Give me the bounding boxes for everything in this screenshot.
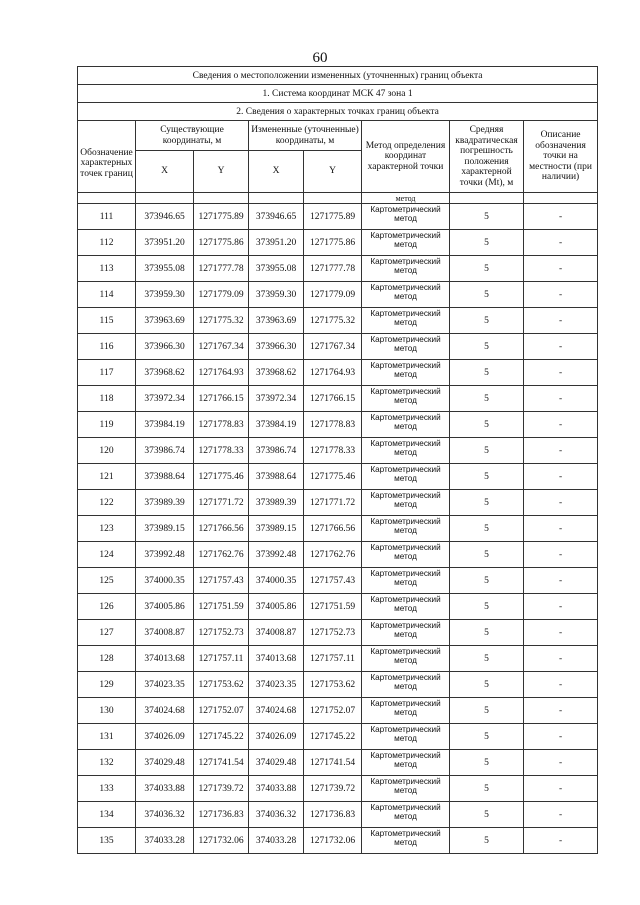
point-id-cell: 133 <box>78 776 136 802</box>
description-cell: - <box>524 282 598 308</box>
table-row <box>78 672 598 698</box>
point-id-cell: 117 <box>78 360 136 386</box>
changed-x-cell: 373946.65 <box>249 204 304 230</box>
error-cell: 5 <box>450 334 524 360</box>
description-cell: - <box>524 620 598 646</box>
description-cell: - <box>524 542 598 568</box>
description-cell: - <box>524 360 598 386</box>
existing-y-cell: 1271766.15 <box>194 386 249 412</box>
description-cell: - <box>524 412 598 438</box>
header-changed-x: X <box>249 151 304 193</box>
page-number: 60 <box>312 50 328 66</box>
existing-y-cell: 1271741.54 <box>194 750 249 776</box>
point-id-cell: 134 <box>78 802 136 828</box>
existing-y-cell: 1271762.76 <box>194 542 249 568</box>
changed-x-cell: 373988.64 <box>249 464 304 490</box>
method-cell: Картометрический метод <box>362 698 450 724</box>
point-id-cell: 120 <box>78 438 136 464</box>
table-row <box>78 776 598 802</box>
section-coordinate-system: 1. Система координат МСК 47 зона 1 <box>78 85 598 103</box>
description-cell: - <box>524 594 598 620</box>
description-cell: - <box>524 828 598 854</box>
changed-x-cell: 374026.09 <box>249 724 304 750</box>
error-cell: 5 <box>450 750 524 776</box>
changed-x-cell: 373989.39 <box>249 490 304 516</box>
point-id-cell: 132 <box>78 750 136 776</box>
table-row <box>78 594 598 620</box>
table-row <box>78 698 598 724</box>
method-cell: Картометрический метод <box>362 282 450 308</box>
continuation-cell <box>78 193 136 204</box>
error-cell: 5 <box>450 230 524 256</box>
description-cell: - <box>524 386 598 412</box>
description-cell: - <box>524 724 598 750</box>
existing-y-cell: 1271766.56 <box>194 516 249 542</box>
method-cell: Картометрический метод <box>362 620 450 646</box>
existing-y-cell: 1271757.11 <box>194 646 249 672</box>
error-cell: 5 <box>450 516 524 542</box>
changed-x-cell: 373959.30 <box>249 282 304 308</box>
existing-x-cell: 374036.32 <box>136 802 194 828</box>
existing-y-cell: 1271753.62 <box>194 672 249 698</box>
changed-x-cell: 374029.48 <box>249 750 304 776</box>
existing-y-cell: 1271779.09 <box>194 282 249 308</box>
method-cell: Картометрический метод <box>362 386 450 412</box>
existing-y-cell: 1271751.59 <box>194 594 249 620</box>
coordinates-table <box>77 66 598 854</box>
header-changed-y: Y <box>304 151 362 193</box>
table-row <box>78 308 598 334</box>
header-designation: Обозначение характерных точек границ <box>78 121 136 193</box>
method-cell: Картометрический метод <box>362 308 450 334</box>
description-cell: - <box>524 204 598 230</box>
table-row <box>78 230 598 256</box>
changed-y-cell: 1271741.54 <box>304 750 362 776</box>
changed-x-cell: 373984.19 <box>249 412 304 438</box>
table-row <box>78 750 598 776</box>
changed-y-cell: 1271775.46 <box>304 464 362 490</box>
table-row <box>78 334 598 360</box>
continuation-cell <box>304 193 362 204</box>
existing-x-cell: 374013.68 <box>136 646 194 672</box>
changed-x-cell: 373989.15 <box>249 516 304 542</box>
method-cell: Картометрический метод <box>362 360 450 386</box>
description-cell: - <box>524 334 598 360</box>
continuation-cell <box>194 193 249 204</box>
table-row <box>78 282 598 308</box>
description-cell: - <box>524 750 598 776</box>
description-cell: - <box>524 516 598 542</box>
point-id-cell: 130 <box>78 698 136 724</box>
table-row <box>78 360 598 386</box>
existing-y-cell: 1271764.93 <box>194 360 249 386</box>
method-cell: Картометрический метод <box>362 230 450 256</box>
point-id-cell: 112 <box>78 230 136 256</box>
existing-y-cell: 1271778.83 <box>194 412 249 438</box>
error-cell: 5 <box>450 282 524 308</box>
point-id-cell: 111 <box>78 204 136 230</box>
existing-y-cell: 1271771.72 <box>194 490 249 516</box>
existing-y-cell: 1271775.46 <box>194 464 249 490</box>
error-cell: 5 <box>450 568 524 594</box>
point-id-cell: 135 <box>78 828 136 854</box>
changed-x-cell: 374013.68 <box>249 646 304 672</box>
changed-x-cell: 373986.74 <box>249 438 304 464</box>
changed-y-cell: 1271739.72 <box>304 776 362 802</box>
method-cell: Картометрический метод <box>362 204 450 230</box>
existing-y-cell: 1271775.89 <box>194 204 249 230</box>
method-cell: Картометрический метод <box>362 438 450 464</box>
changed-y-cell: 1271751.59 <box>304 594 362 620</box>
table-row <box>78 516 598 542</box>
changed-y-cell: 1271745.22 <box>304 724 362 750</box>
existing-y-cell: 1271745.22 <box>194 724 249 750</box>
changed-y-cell: 1271778.33 <box>304 438 362 464</box>
table-row <box>78 386 598 412</box>
header-method: Метод определения координат характерной точки <box>362 121 450 193</box>
table-row <box>78 204 598 230</box>
error-cell: 5 <box>450 360 524 386</box>
description-cell: - <box>524 672 598 698</box>
description-cell: - <box>524 802 598 828</box>
method-cell: Картометрический метод <box>362 724 450 750</box>
changed-y-cell: 1271757.11 <box>304 646 362 672</box>
method-cell: Картометрический метод <box>362 776 450 802</box>
existing-x-cell: 373963.69 <box>136 308 194 334</box>
error-cell: 5 <box>450 308 524 334</box>
existing-x-cell: 373968.62 <box>136 360 194 386</box>
error-cell: 5 <box>450 490 524 516</box>
changed-x-cell: 374005.86 <box>249 594 304 620</box>
error-cell: 5 <box>450 256 524 282</box>
changed-x-cell: 373972.34 <box>249 386 304 412</box>
table-title: Сведения о местоположении измененных (уточненных) границ объекта <box>78 67 598 85</box>
existing-x-cell: 374029.48 <box>136 750 194 776</box>
changed-y-cell: 1271778.83 <box>304 412 362 438</box>
changed-x-cell: 373955.08 <box>249 256 304 282</box>
error-cell: 5 <box>450 594 524 620</box>
section-points: 2. Сведения о характерных точках границ объекта <box>78 103 598 121</box>
changed-y-cell: 1271766.56 <box>304 516 362 542</box>
point-id-cell: 116 <box>78 334 136 360</box>
method-cell: Картометрический метод <box>362 490 450 516</box>
existing-x-cell: 373992.48 <box>136 542 194 568</box>
method-cell: Картометрический метод <box>362 828 450 854</box>
description-cell: - <box>524 568 598 594</box>
header-error: Средняя квадратическая погрешность положения характерной точки (Mt), м <box>450 121 524 193</box>
header-existing-x: X <box>136 151 194 193</box>
description-cell: - <box>524 776 598 802</box>
description-cell: - <box>524 490 598 516</box>
changed-y-cell: 1271753.62 <box>304 672 362 698</box>
table-row <box>78 724 598 750</box>
existing-x-cell: 373951.20 <box>136 230 194 256</box>
existing-x-cell: 374024.68 <box>136 698 194 724</box>
point-id-cell: 119 <box>78 412 136 438</box>
method-cell: Картометрический метод <box>362 568 450 594</box>
error-cell: 5 <box>450 464 524 490</box>
changed-x-cell: 373966.30 <box>249 334 304 360</box>
existing-x-cell: 373972.34 <box>136 386 194 412</box>
changed-y-cell: 1271775.32 <box>304 308 362 334</box>
changed-x-cell: 374008.87 <box>249 620 304 646</box>
continuation-method: метод <box>362 193 450 204</box>
changed-x-cell: 374024.68 <box>249 698 304 724</box>
changed-x-cell: 373951.20 <box>249 230 304 256</box>
existing-x-cell: 373946.65 <box>136 204 194 230</box>
existing-y-cell: 1271775.32 <box>194 308 249 334</box>
header-description: Описание обозначения точки на местности (при наличии) <box>524 121 598 193</box>
table-row <box>78 828 598 854</box>
existing-y-cell: 1271736.83 <box>194 802 249 828</box>
method-cell: Картометрический метод <box>362 594 450 620</box>
error-cell: 5 <box>450 620 524 646</box>
method-cell: Картометрический метод <box>362 672 450 698</box>
changed-y-cell: 1271764.93 <box>304 360 362 386</box>
existing-x-cell: 374005.86 <box>136 594 194 620</box>
point-id-cell: 123 <box>78 516 136 542</box>
changed-y-cell: 1271762.76 <box>304 542 362 568</box>
existing-y-cell: 1271767.34 <box>194 334 249 360</box>
changed-y-cell: 1271777.78 <box>304 256 362 282</box>
changed-y-cell: 1271732.06 <box>304 828 362 854</box>
existing-x-cell: 374026.09 <box>136 724 194 750</box>
description-cell: - <box>524 308 598 334</box>
point-id-cell: 122 <box>78 490 136 516</box>
table-row <box>78 412 598 438</box>
point-id-cell: 113 <box>78 256 136 282</box>
continuation-cell <box>450 193 524 204</box>
method-cell: Картометрический метод <box>362 646 450 672</box>
continuation-cell <box>249 193 304 204</box>
existing-x-cell: 373989.39 <box>136 490 194 516</box>
existing-x-cell: 374033.88 <box>136 776 194 802</box>
point-id-cell: 114 <box>78 282 136 308</box>
existing-y-cell: 1271778.33 <box>194 438 249 464</box>
error-cell: 5 <box>450 542 524 568</box>
table-row <box>78 802 598 828</box>
table-row <box>78 620 598 646</box>
table-row <box>78 256 598 282</box>
changed-y-cell: 1271767.34 <box>304 334 362 360</box>
changed-x-cell: 373968.62 <box>249 360 304 386</box>
existing-y-cell: 1271739.72 <box>194 776 249 802</box>
changed-y-cell: 1271752.73 <box>304 620 362 646</box>
existing-x-cell: 373989.15 <box>136 516 194 542</box>
changed-y-cell: 1271736.83 <box>304 802 362 828</box>
point-id-cell: 126 <box>78 594 136 620</box>
description-cell: - <box>524 464 598 490</box>
table-row <box>78 490 598 516</box>
changed-y-cell: 1271775.86 <box>304 230 362 256</box>
description-cell: - <box>524 230 598 256</box>
existing-x-cell: 373986.74 <box>136 438 194 464</box>
changed-y-cell: 1271757.43 <box>304 568 362 594</box>
error-cell: 5 <box>450 438 524 464</box>
error-cell: 5 <box>450 672 524 698</box>
changed-y-cell: 1271771.72 <box>304 490 362 516</box>
description-cell: - <box>524 256 598 282</box>
method-cell: Картометрический метод <box>362 750 450 776</box>
existing-y-cell: 1271757.43 <box>194 568 249 594</box>
table-row <box>78 464 598 490</box>
error-cell: 5 <box>450 802 524 828</box>
changed-x-cell: 374036.32 <box>249 802 304 828</box>
error-cell: 5 <box>450 698 524 724</box>
existing-y-cell: 1271752.07 <box>194 698 249 724</box>
method-cell: Картометрический метод <box>362 256 450 282</box>
continuation-cell <box>136 193 194 204</box>
existing-x-cell: 373984.19 <box>136 412 194 438</box>
existing-x-cell: 374023.35 <box>136 672 194 698</box>
point-id-cell: 118 <box>78 386 136 412</box>
existing-y-cell: 1271775.86 <box>194 230 249 256</box>
existing-y-cell: 1271752.73 <box>194 620 249 646</box>
point-id-cell: 128 <box>78 646 136 672</box>
description-cell: - <box>524 646 598 672</box>
changed-y-cell: 1271752.07 <box>304 698 362 724</box>
table-row <box>78 542 598 568</box>
changed-y-cell: 1271775.89 <box>304 204 362 230</box>
header-existing-y: Y <box>194 151 249 193</box>
error-cell: 5 <box>450 412 524 438</box>
error-cell: 5 <box>450 646 524 672</box>
changed-x-cell: 374033.88 <box>249 776 304 802</box>
changed-x-cell: 374033.28 <box>249 828 304 854</box>
existing-y-cell: 1271777.78 <box>194 256 249 282</box>
description-cell: - <box>524 438 598 464</box>
changed-x-cell: 373963.69 <box>249 308 304 334</box>
changed-y-cell: 1271779.09 <box>304 282 362 308</box>
existing-x-cell: 373955.08 <box>136 256 194 282</box>
error-cell: 5 <box>450 724 524 750</box>
error-cell: 5 <box>450 386 524 412</box>
method-cell: Картометрический метод <box>362 464 450 490</box>
existing-x-cell: 373959.30 <box>136 282 194 308</box>
changed-x-cell: 373992.48 <box>249 542 304 568</box>
description-cell: - <box>524 698 598 724</box>
point-id-cell: 129 <box>78 672 136 698</box>
point-id-cell: 125 <box>78 568 136 594</box>
point-id-cell: 124 <box>78 542 136 568</box>
continuation-cell <box>524 193 598 204</box>
table-row <box>78 438 598 464</box>
existing-x-cell: 373988.64 <box>136 464 194 490</box>
method-cell: Картометрический метод <box>362 802 450 828</box>
method-cell: Картометрический метод <box>362 516 450 542</box>
header-existing: Существующие координаты, м <box>136 121 249 151</box>
method-cell: Картометрический метод <box>362 542 450 568</box>
existing-x-cell: 373966.30 <box>136 334 194 360</box>
existing-x-cell: 374033.28 <box>136 828 194 854</box>
method-cell: Картометрический метод <box>362 412 450 438</box>
changed-x-cell: 374000.35 <box>249 568 304 594</box>
point-id-cell: 127 <box>78 620 136 646</box>
error-cell: 5 <box>450 204 524 230</box>
method-cell: Картометрический метод <box>362 334 450 360</box>
table-row <box>78 646 598 672</box>
existing-y-cell: 1271732.06 <box>194 828 249 854</box>
table-row <box>78 568 598 594</box>
error-cell: 5 <box>450 828 524 854</box>
point-id-cell: 115 <box>78 308 136 334</box>
header-changed: Измененные (уточненные) координаты, м <box>249 121 362 151</box>
existing-x-cell: 374008.87 <box>136 620 194 646</box>
existing-x-cell: 374000.35 <box>136 568 194 594</box>
changed-y-cell: 1271766.15 <box>304 386 362 412</box>
changed-x-cell: 374023.35 <box>249 672 304 698</box>
point-id-cell: 121 <box>78 464 136 490</box>
error-cell: 5 <box>450 776 524 802</box>
point-id-cell: 131 <box>78 724 136 750</box>
